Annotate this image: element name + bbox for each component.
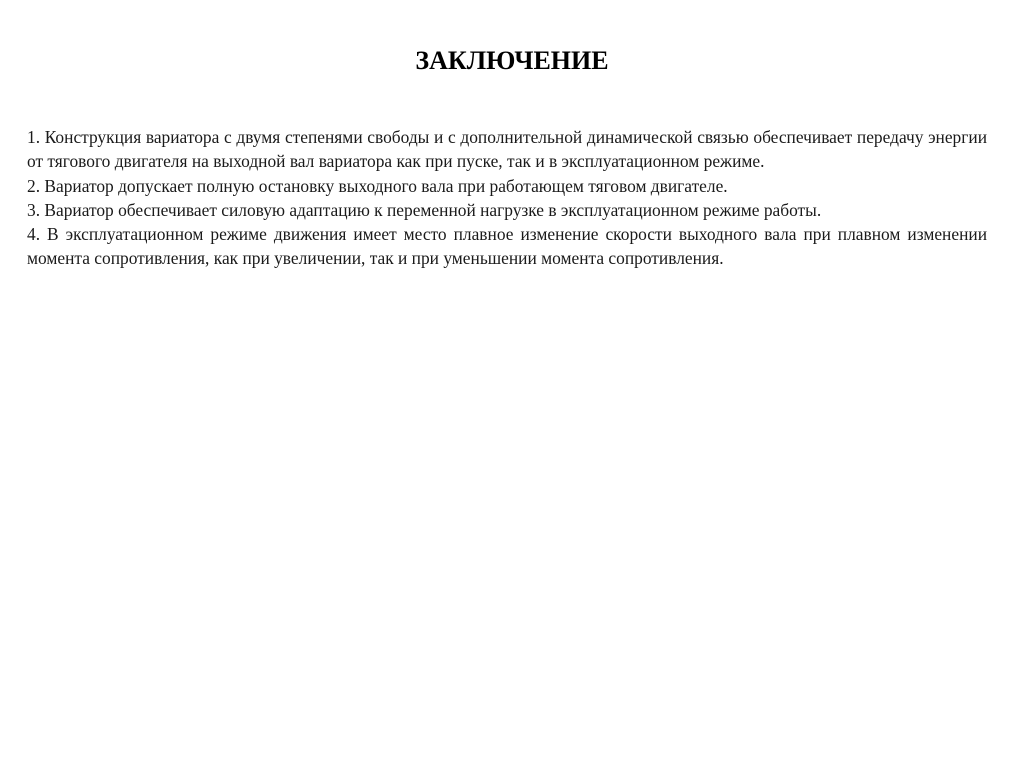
conclusion-item-1: 1. Конструкция вариатора с двумя степенями свободы и с дополнительной динамической связью обеспечивает передачу энергии от тягового двигателя на выходной вал вариатора как при пуске, так и в эксплуатационном режиме. — [27, 127, 987, 172]
slide-title: ЗАКЛЮЧЕНИЕ — [415, 46, 609, 75]
conclusion-item-2: 2. Вариатор допускает полную остановку выходного вала при работающем тяговом двигателе. — [27, 175, 728, 196]
conclusion-list — [27, 125, 987, 271]
conclusion-item-3: 3. Вариатор обеспечивает силовую адаптацию к переменной нагрузке в эксплуатационном режиме работы. — [27, 199, 822, 220]
conclusion-item-4: 4. В эксплуатационном режиме движения имеет место плавное изменение скорости выходного вала при плавном изменении момента сопротивления, как при увеличении, так и при уменьшении момента сопротивления. — [27, 224, 987, 269]
